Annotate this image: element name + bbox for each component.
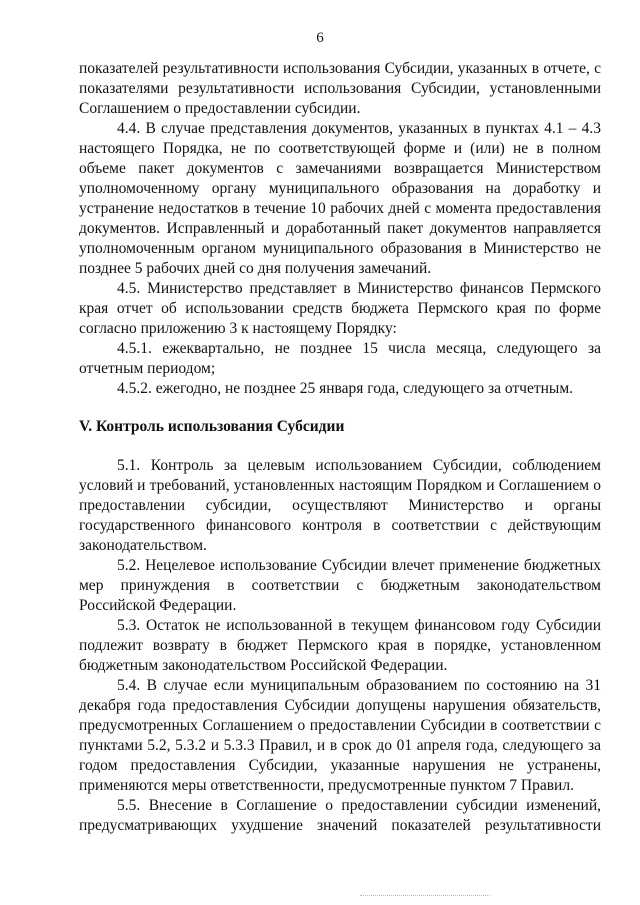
paragraph-5-5: 5.5. Внесение в Соглашение о предоставлении субсидии изменений, предусматривающих ухудшение значений показателей результативности	[79, 797, 601, 834]
paragraph-4-5-1: 4.5.1. ежеквартально, не позднее 15 числа месяца, следующего за отчетным периодом;	[79, 340, 601, 377]
page-number: 6	[316, 30, 324, 46]
paragraph-continuation: показателей результативности использования Субсидии, указанных в отчете, с показателями результативности использования Субсидии, установленными Соглашением о предоставлении субсидии.	[79, 60, 601, 117]
paragraph-5-4: 5.4. В случае если муниципальным образованием по состоянию на 31 декабря года предоставления Субсидии допущены нарушения обязательств, предусмотренных Соглашением о предоставлении Субсидии в соответствии с пунктами 5.2, 5.3.2 и 5.3.3 Правил, и в срок до 01 апреля года, следующего за годом предоставления Субсидии, указанные нарушения не устранены, применяются меры ответственности, предусмотренные пунктом 7 Правил.	[79, 677, 601, 794]
paragraph-5-2: 5.2. Нецелевое использование Субсидии влечет применение бюджетных мер принуждения в соответствии с бюджетным законодательством Российской Федерации.	[79, 557, 601, 614]
document-body	[79, 59, 601, 836]
paragraph-5-3: 5.3. Остаток не использованной в текущем финансовом году Субсидии подлежит возврату в бюджет Пермского края в порядке, установленном бюджетным законодательством Российской Федерации.	[79, 617, 601, 674]
paragraph-5-1: 5.1. Контроль за целевым использованием Субсидии, соблюдением условий и требований, установленных настоящим Порядком и Соглашением о предоставлении субсидии, осуществляют Министерство и органы государственного финансового контроля в соответствии с действующим законодательством.	[79, 457, 601, 554]
paragraph-4-4: 4.4. В случае представления документов, указанных в пунктах 4.1 – 4.3 настоящего Порядка, не по соответствующей форме и (или) не в полном объеме пакет документов с замечаниями возвращается Министерством уполномоченному органу муниципального образования на доработку и устранение недостатков в течение 10 рабочих дней с момента предоставления документов. Исправленный и доработанный пакет документов направляется уполномоченным органом муниципального образования в Министерство не позднее 5 рабочих дней со дня получения замечаний.	[79, 120, 601, 277]
section-heading: V. Контроль использования Субсидии	[79, 418, 345, 435]
paragraph-4-5-2: 4.5.2. ежегодно, не позднее 25 января года, следующего за отчетным.	[117, 380, 574, 397]
scan-artifact-line	[360, 895, 490, 896]
paragraph-4-5: 4.5. Министерство представляет в Министерство финансов Пермского края отчет об использовании средств бюджета Пермского края по форме согласно приложению 3 к настоящему Порядку:	[79, 280, 601, 337]
